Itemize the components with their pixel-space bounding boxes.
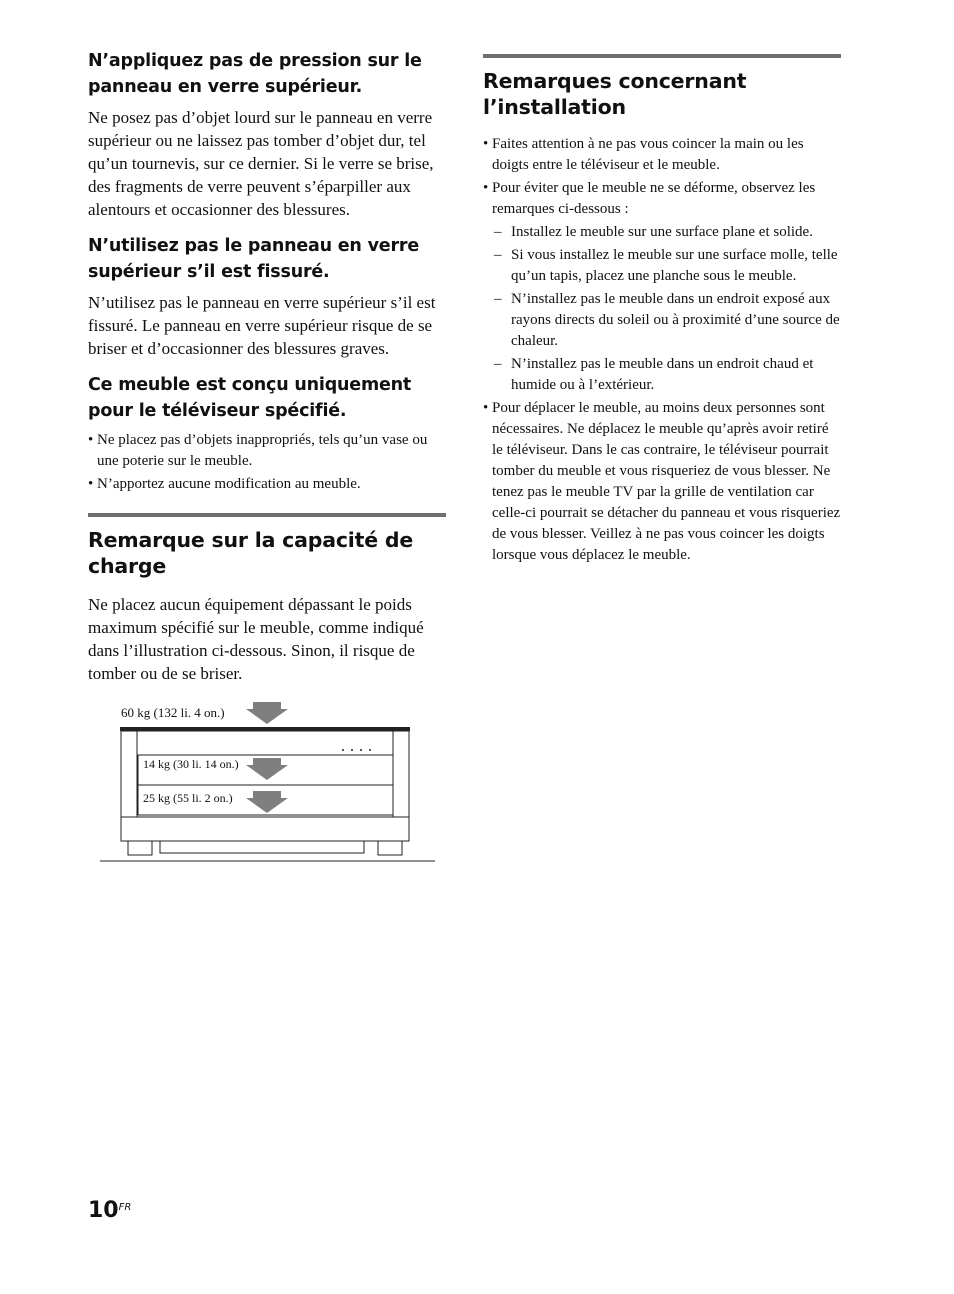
left-column — [88, 48, 446, 867]
installation-heading: Remarques concernant l’installation — [483, 69, 747, 119]
paragraph-glass-pressure: Ne posez pas d’objet lourd sur le panneau en verre supérieur ou ne laissez pas tomber d’objet dur, tel qu’un tournevis, sur ce dernier. Si le verre se brise, des fragments de verre peuvent s’éparpiller aux alentours et occasionner des blessures. — [88, 108, 434, 219]
installation-dash-list — [492, 222, 841, 396]
list-item: • Pour déplacer le meuble, au moins deux personnes sont nécessaires. Ne déplacez le meuble qu’après avoir retiré le téléviseur. Dans le cas contraire, le téléviseur pourrait tomber du meuble et vous risqueriez de vous blesser. Ne tenez pas le meuble TV par la grille de ventilation car celle-ci pourrait se détacher du panneau et vous risqueriez de vous blesser. Veillez à ne pas vous coincer les doigts lorsque vous déplacez le meuble. — [483, 398, 841, 566]
installation-bullet-list — [483, 134, 841, 566]
page-number-value: 10 — [88, 1198, 119, 1223]
glass-top-panel — [120, 727, 410, 731]
paragraph-cracked-glass: N’utilisez pas le panneau en verre supérieur s’il est fissuré. Le panneau en verre supérieur risque de se briser et d’occasionner des blessures graves. — [88, 293, 436, 358]
top-load-arrow-icon — [246, 702, 288, 724]
dash-item: – Si vous installez le meuble sur une surface molle, telle qu’un tapis, placez une planche sous le meuble. — [492, 245, 841, 287]
tv-stand-drawing — [88, 697, 446, 867]
load-capacity-illustration — [88, 697, 446, 867]
capacity-paragraph: Ne placez aucun équipement dépassant le poids maximum spécifié sur le meuble, comme indiqué dans l’illustration ci-dessous. Sinon, il risque de tomber ou de se briser. — [88, 595, 424, 683]
right-column — [483, 48, 841, 574]
dash-item: – N’installez pas le meuble dans un endroit exposé aux rayons directs du soleil ou à proximité d’une source de chaleur. — [492, 289, 841, 352]
page-number — [88, 1198, 131, 1223]
list-item — [483, 178, 841, 396]
specified-tv-bullet-list — [88, 430, 446, 495]
list-item: • N’apportez aucune modification au meuble. — [88, 474, 446, 495]
section-heading-specified-tv: Ce meuble est conçu uniquement pour le téléviseur spécifié. — [88, 375, 412, 421]
list-item: • Faites attention à ne pas vous coincer la main ou les doigts entre le téléviseur et le meuble. — [483, 134, 841, 176]
bottom-load-label: 25 kg (55 li. 2 on.) — [143, 791, 233, 805]
list-item-text: Pour éviter que le meuble ne se déforme, observez les remarques ci-dessous : — [492, 180, 816, 217]
section-rule — [483, 54, 841, 58]
dash-item: – N’installez pas le meuble dans un endroit chaud et humide ou à l’extérieur. — [492, 354, 841, 396]
dash-item: – Installez le meuble sur une surface plane et solide. — [492, 222, 841, 243]
middle-load-label: 14 kg (30 li. 14 on.) — [143, 757, 239, 771]
section-heading-glass-pressure: N’appliquez pas de pression sur le panneau en verre supérieur. — [88, 51, 422, 97]
section-rule — [88, 513, 446, 517]
section-heading-cracked-glass: N’utilisez pas le panneau en verre supérieur s’il est fissuré. — [88, 236, 419, 282]
top-load-label: 60 kg (132 li. 4 on.) — [121, 705, 225, 720]
capacity-heading: Remarque sur la capacité de charge — [88, 528, 414, 578]
list-item: • Ne placez pas d’objets inappropriés, tels qu’un vase ou une poterie sur le meuble. — [88, 430, 446, 472]
page-language-suffix: FR — [118, 1202, 132, 1213]
